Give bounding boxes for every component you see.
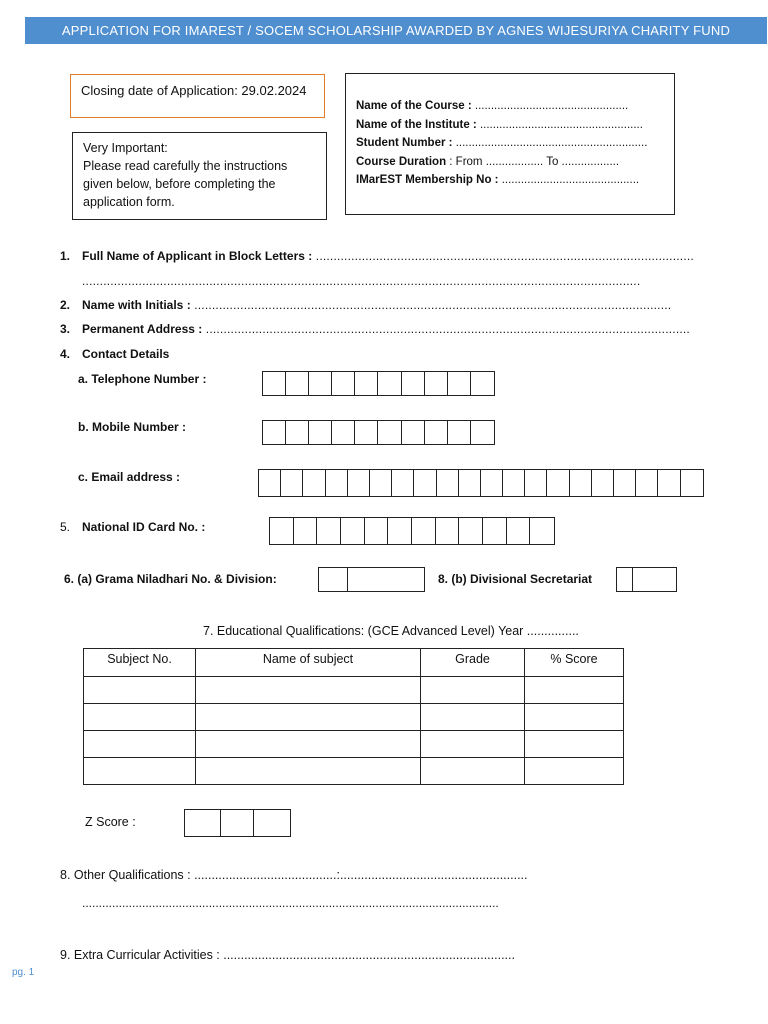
table-cell[interactable]: [84, 704, 196, 731]
email-label: c. Email address :: [78, 470, 181, 484]
item-number: 3.: [60, 322, 71, 336]
education-heading: 7. Educational Qualifications: (GCE Advanced Level) Year ...............: [203, 624, 579, 638]
membership-label: IMarEST Membership No :: [356, 174, 499, 187]
address-row: [60, 322, 690, 336]
col-grade: Grade: [421, 649, 525, 677]
full-name-field-line2[interactable]: ..............................................................................................................................................................: [82, 274, 641, 288]
extra-curricular-row[interactable]: 9. Extra Curricular Activities : ....................................................................................: [60, 948, 515, 962]
course-name-label: Name of the Course :: [356, 100, 472, 112]
address-field[interactable]: .........................................................................................................................................: [202, 322, 690, 336]
closing-date-box: Closing date of Application: 29.02.2024: [70, 74, 325, 118]
full-name-row: [60, 249, 694, 263]
important-line: given below, before completing the: [83, 177, 276, 191]
initials-label: Name with Initials :: [82, 298, 191, 312]
divisional-secretariat-label: 8. (b) Divisional Secretariat: [438, 572, 593, 586]
telephone-input[interactable]: [262, 371, 495, 396]
nic-row: [60, 520, 205, 534]
table-cell[interactable]: [525, 677, 624, 704]
important-note-box: [72, 132, 327, 220]
student-number-label: Student Number :: [356, 137, 453, 150]
z-score-label: Z Score :: [85, 815, 136, 829]
form-header: APPLICATION FOR IMAREST / SOCEM SCHOLARSHIP AWARDED BY AGNES WIJESURIYA CHARITY FUND: [25, 17, 767, 44]
contact-details-label: Contact Details: [82, 347, 170, 361]
course-name-field[interactable]: ................................................: [474, 100, 629, 112]
divisional-secretariat-input[interactable]: [616, 567, 677, 592]
table-row: [84, 677, 624, 704]
table-cell[interactable]: [196, 704, 421, 731]
col-subject-no: Subject No.: [84, 649, 196, 677]
important-line: Please read carefully the instructions: [83, 159, 288, 173]
initials-field[interactable]: .......................................................................................................................................: [190, 298, 672, 312]
table-cell[interactable]: [421, 704, 525, 731]
table-cell[interactable]: [421, 758, 525, 785]
table-header-row: [84, 649, 624, 677]
item-number: 1.: [60, 249, 71, 263]
table-row: [84, 758, 624, 785]
grama-niladhari-label: 6. (a) Grama Niladhari No. & Division:: [64, 572, 277, 586]
membership-field[interactable]: ...........................................: [498, 174, 640, 187]
page-number: pg. 1: [12, 967, 35, 978]
z-score-input[interactable]: [184, 809, 291, 837]
contact-details-row: [60, 347, 169, 361]
table-cell[interactable]: [525, 758, 624, 785]
student-number-field[interactable]: ............................................................: [455, 137, 648, 150]
item-number: 4.: [60, 347, 71, 361]
table-cell[interactable]: [421, 731, 525, 758]
mobile-label: b. Mobile Number :: [78, 420, 186, 434]
table-row: [84, 731, 624, 758]
mobile-input[interactable]: [262, 420, 495, 445]
col-score: % Score: [525, 649, 624, 677]
table-cell[interactable]: [84, 677, 196, 704]
nic-input[interactable]: [269, 517, 555, 545]
full-name-field[interactable]: ...........................................................................................................: [312, 249, 694, 263]
course-details-box: [345, 73, 675, 215]
initials-row: [60, 298, 671, 312]
course-duration-field[interactable]: : From .................. To ..................: [449, 155, 620, 168]
nic-label: National ID Card No. :: [82, 520, 206, 534]
table-cell[interactable]: [196, 731, 421, 758]
important-line: application form.: [83, 195, 175, 209]
table-cell[interactable]: [84, 731, 196, 758]
course-duration-label: Course Duration: [356, 155, 447, 168]
table-cell[interactable]: [196, 758, 421, 785]
table-cell[interactable]: [196, 677, 421, 704]
other-qualifications-row[interactable]: 8. Other Qualifications : .........................................:......................................................: [60, 868, 528, 882]
full-name-label: Full Name of Applicant in Block Letters :: [82, 249, 313, 263]
grama-niladhari-input[interactable]: [318, 567, 425, 592]
item-number: 5.: [60, 520, 71, 534]
telephone-label: a. Telephone Number :: [78, 372, 207, 386]
table-cell[interactable]: [421, 677, 525, 704]
important-title: Very Important:: [83, 141, 168, 155]
item-number: 2.: [60, 298, 71, 312]
institute-label: Name of the Institute :: [356, 118, 477, 131]
table-cell[interactable]: [84, 758, 196, 785]
other-qualifications-field-line2[interactable]: .............................................................................................................................: [82, 896, 499, 910]
table-cell[interactable]: [525, 731, 624, 758]
address-label: Permanent Address :: [82, 322, 203, 336]
education-table: [83, 648, 624, 785]
col-subject-name: Name of subject: [196, 649, 421, 677]
table-cell[interactable]: [525, 704, 624, 731]
table-row: [84, 704, 624, 731]
institute-field[interactable]: ...................................................: [479, 118, 643, 131]
email-input[interactable]: [258, 469, 704, 497]
